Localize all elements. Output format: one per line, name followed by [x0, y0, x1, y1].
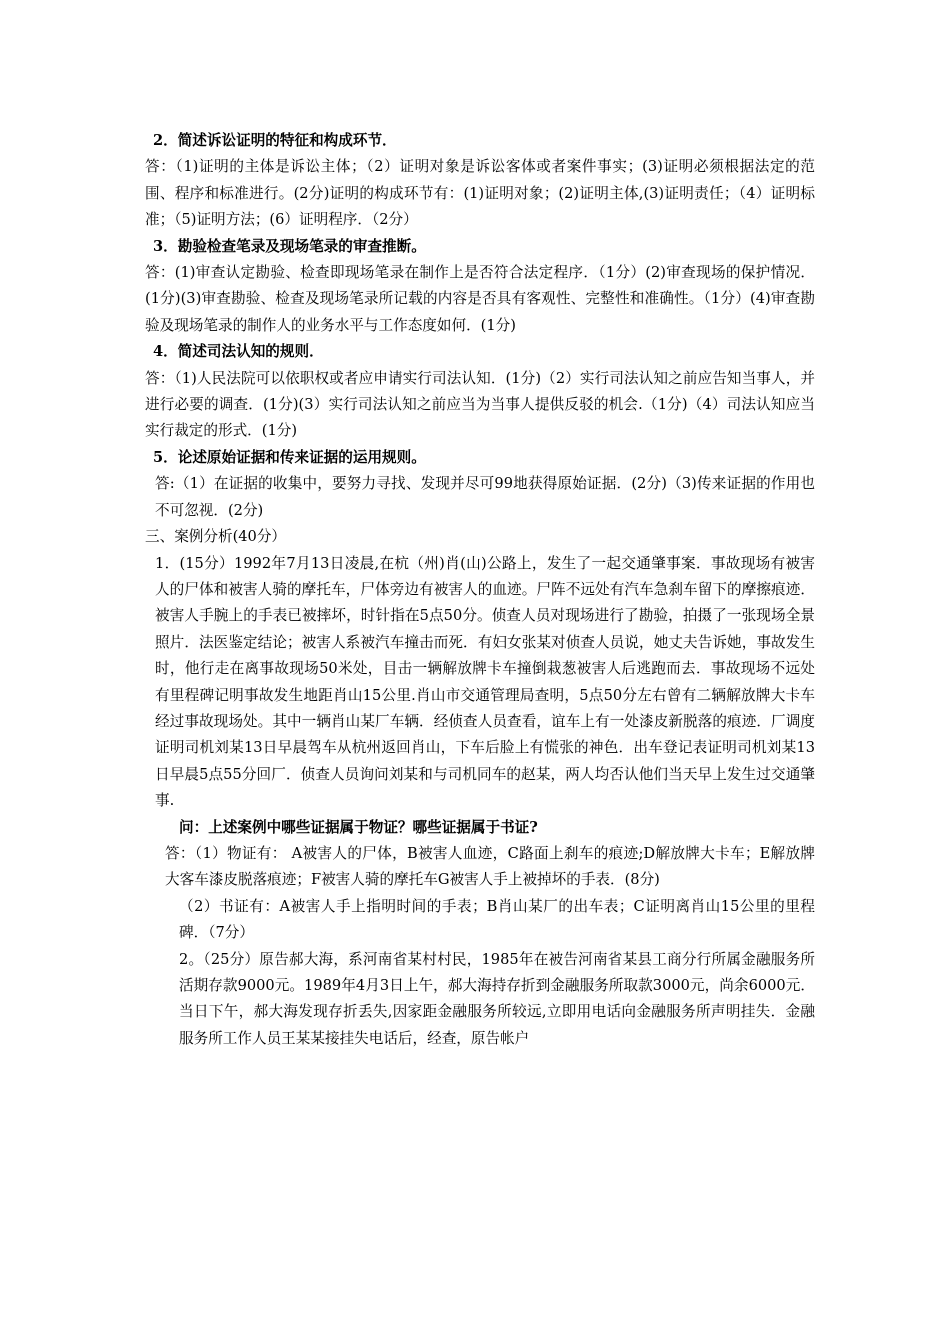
document-page — [145, 128, 815, 1052]
case-1-answer-physical: 答：（1）物证有： A被害人的尸体，B被害人血迹，C路面上刹车的痕迹;D解放牌大卡车；E解放牌大客车漆皮脱落痕迹；F被害人骑的摩托车G被害人手上被掉坏的手表．(8分) — [165, 844, 815, 889]
case-1-text: 1．(15分）1992年7月13日凌晨,在杭（州)肖(山)公路上，发生了一起交通肇事案．事故现场有被害人的尸体和被害人骑的摩托车，尸体旁边有被害人的血迹。尸阵不远处有汽车急刹车留下的摩擦痕迹．被害人手腕上的手表已被摔坏，时针指在5点50分。侦查人员对现场进行了勘验，拍摄了一张现场全景照片．法医鉴定结论；被害人系被汽车撞击而死．有妇女张某对侦查人员说，她丈夫告诉她，事故发生时，他行走在离事故现场50米处，目击一辆解放牌卡车撞倒栽葱被害人后逃跑而去．事故现场不远处有里程碑记明事故发生地距肖山15公里.肖山市交通管理局查明，5点50分左右曾有二辆解放牌大卡车经过事故现场处。其中一辆肖山某厂车辆．经侦查人员查看，谊车上有一处漆皮新脱落的痕迹．厂调度证明司机刘某13日早晨驾车从杭州返回肖山，下车后脸上有慌张的神色．出车登记表证明司机刘某13日早晨5点55分回厂．侦查人员询问刘某和与司机同车的赵某，两人均否认他们当天早上发生过交通肇事. — [155, 554, 815, 810]
answer-5: 答:（1）在证据的收集中，要努力寻找、发现并尽可99地获得原始证据．(2分)（3)传来证据的作用也不可忽视．(2分) — [155, 475, 815, 519]
case-2-text: 2。（25分）原告郝大海，系河南省某村村民，1985年在被告河南省某县工商分行所属金融服务所活期存款9000元。1989年4月3日上午，郝大海持存折到金融服务所取款3000元，尚余6000元．当日下午，郝大海发现存折丢失,因家距金融服务所较远,立即用电话向金融服务所声明挂失．金融服务所工作人员王某某接挂失电话后，经查，原告帐户 — [179, 950, 815, 1047]
answer-3: 答：(1)审查认定勘验、检查即现场笔录在制作上是否符合法定程序．（1分）(2)审查现场的保护情况．(1分)(3)审查勘验、检查及现场笔录所记载的内容是否具有客观性、完整性和准确性。（1分）(4)审查勘验及现场笔录的制作人的业务水平与工作态度如何．(1分) — [145, 264, 815, 334]
case-1-question: 问：上述案例中哪些证据属于物证？哪些证据属于书证? — [179, 818, 538, 836]
case-1-answer-documentary: （2）书证有：A被害人手上指明时间的手表；B肖山某厂的出车表；C证明离肖山15公里的里程碑．（7分） — [179, 897, 815, 942]
question-4-heading: 4．简述司法认知的规则． — [153, 343, 324, 361]
answer-4: 答：（1)人民法院可以依职权或者应申请实行司法认知．(1分)（2）实行司法认知之前应告知当事人，并进行必要的调查．(1分)(3）实行司法认知之前应当为当事人提供反驳的机会.（1分)（4）司法认知应当实行裁定的形式．(1分) — [145, 369, 815, 440]
question-5-heading: 5．论述原始证据和传来证据的运用规则。 — [153, 448, 426, 466]
question-3-heading: 3．勘验检查笔录及现场笔录的审查推断。 — [153, 237, 426, 255]
section-3-heading: 三、案例分析(40分） — [145, 528, 287, 546]
answer-2: 答：（1)证明的主体是诉讼主体；（2）证明对象是诉讼客体或者案件事实；(3)证明必须根据法定的范围、程序和标准进行。(2分)证明的构成环节有：(1)证明对象；(2)证明主体,(3)证明责任；（4）证明标准；（5)证明方法；(6）证明程序．（2分） — [145, 158, 815, 229]
question-2-heading: 2．简述诉讼证明的特征和构成环节． — [153, 132, 397, 149]
